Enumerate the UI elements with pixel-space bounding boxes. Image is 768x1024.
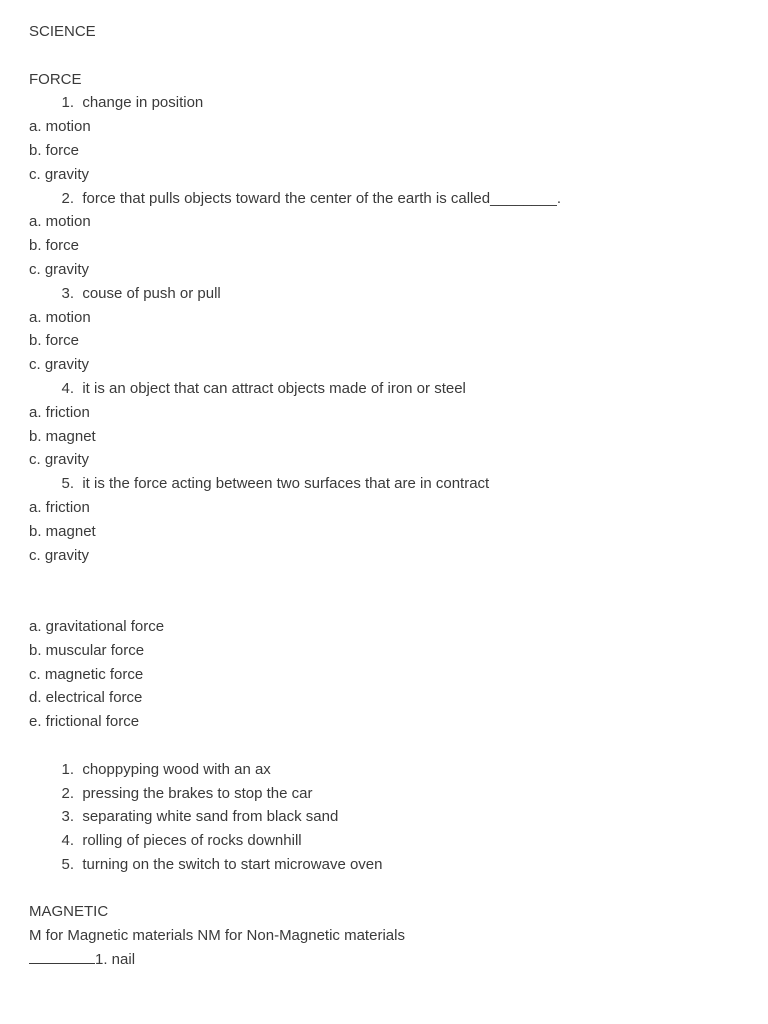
force-heading: FORCE — [29, 70, 82, 88]
force-type-option: b. muscular force — [29, 641, 145, 659]
question-4 — [29, 377, 749, 401]
item-number: 1. — [61, 760, 74, 778]
question-number: 3. — [61, 284, 74, 302]
question-text: it is an object that can attract objects made of iron or steel — [82, 379, 466, 397]
question-1 — [29, 91, 749, 115]
force-type-item-2 — [29, 782, 749, 806]
question-number: 5. — [61, 475, 74, 493]
choice: b. magnet — [29, 427, 96, 445]
item-number: 2. — [61, 784, 74, 802]
item-number: 5. — [61, 855, 74, 873]
choice: c. gravity — [29, 451, 90, 469]
force-type-option: e. frictional force — [29, 713, 140, 731]
choice: a. friction — [29, 403, 90, 421]
force-type-item-5 — [29, 853, 749, 877]
choice: b. force — [29, 332, 80, 350]
choice: b. force — [29, 141, 80, 159]
choice: a. friction — [29, 498, 90, 516]
answer-blank: ________. — [490, 189, 561, 207]
question-2 — [29, 187, 749, 211]
choice: c. gravity — [29, 165, 90, 183]
page-title: SCIENCE — [29, 23, 96, 40]
item-text: separating white sand from black sand — [82, 808, 339, 826]
item-text: choppyping wood with an ax — [82, 760, 271, 778]
item-text: turning on the switch to start microwave oven — [82, 855, 383, 873]
question-text: couse of push or pull — [82, 284, 221, 302]
item-text: rolling of pieces of rocks downhill — [82, 832, 302, 850]
question-text: force that pulls objects toward the center of the earth is called — [82, 189, 491, 207]
choice: c. gravity — [29, 546, 90, 564]
choice: a. motion — [29, 308, 91, 326]
question-number: 4. — [61, 379, 74, 397]
force-type-option: d. electrical force — [29, 689, 143, 707]
choice: a. motion — [29, 118, 91, 136]
choice: a. motion — [29, 213, 91, 231]
question-5 — [29, 472, 749, 496]
question-number: 2. — [61, 189, 74, 207]
document — [29, 20, 749, 972]
choice: b. force — [29, 237, 80, 255]
question-text: it is the force acting between two surfaces that are in contract — [82, 475, 490, 493]
question-number: 1. — [61, 94, 74, 112]
force-type-item-4 — [29, 829, 749, 853]
magnetic-item-1 — [29, 948, 749, 972]
magnetic-heading: MAGNETIC — [29, 903, 109, 921]
magnetic-instruction: M for Magnetic materials NM for Non-Magnetic materials — [29, 927, 405, 945]
choice: c. gravity — [29, 260, 90, 278]
item-number: 3. — [61, 808, 74, 826]
choice: b. magnet — [29, 522, 96, 540]
item-text: pressing the brakes to stop the car — [82, 784, 313, 802]
force-type-item-1 — [29, 758, 749, 782]
question-text: change in position — [82, 94, 204, 112]
choice: c. gravity — [29, 356, 90, 374]
item-text: 1. nail — [95, 951, 136, 969]
question-3 — [29, 282, 749, 306]
item-number: 4. — [61, 832, 74, 850]
force-type-item-3 — [29, 805, 749, 829]
force-type-option: a. gravitational force — [29, 617, 165, 635]
force-type-option: c. magnetic force — [29, 665, 144, 683]
answer-underline — [29, 948, 95, 964]
